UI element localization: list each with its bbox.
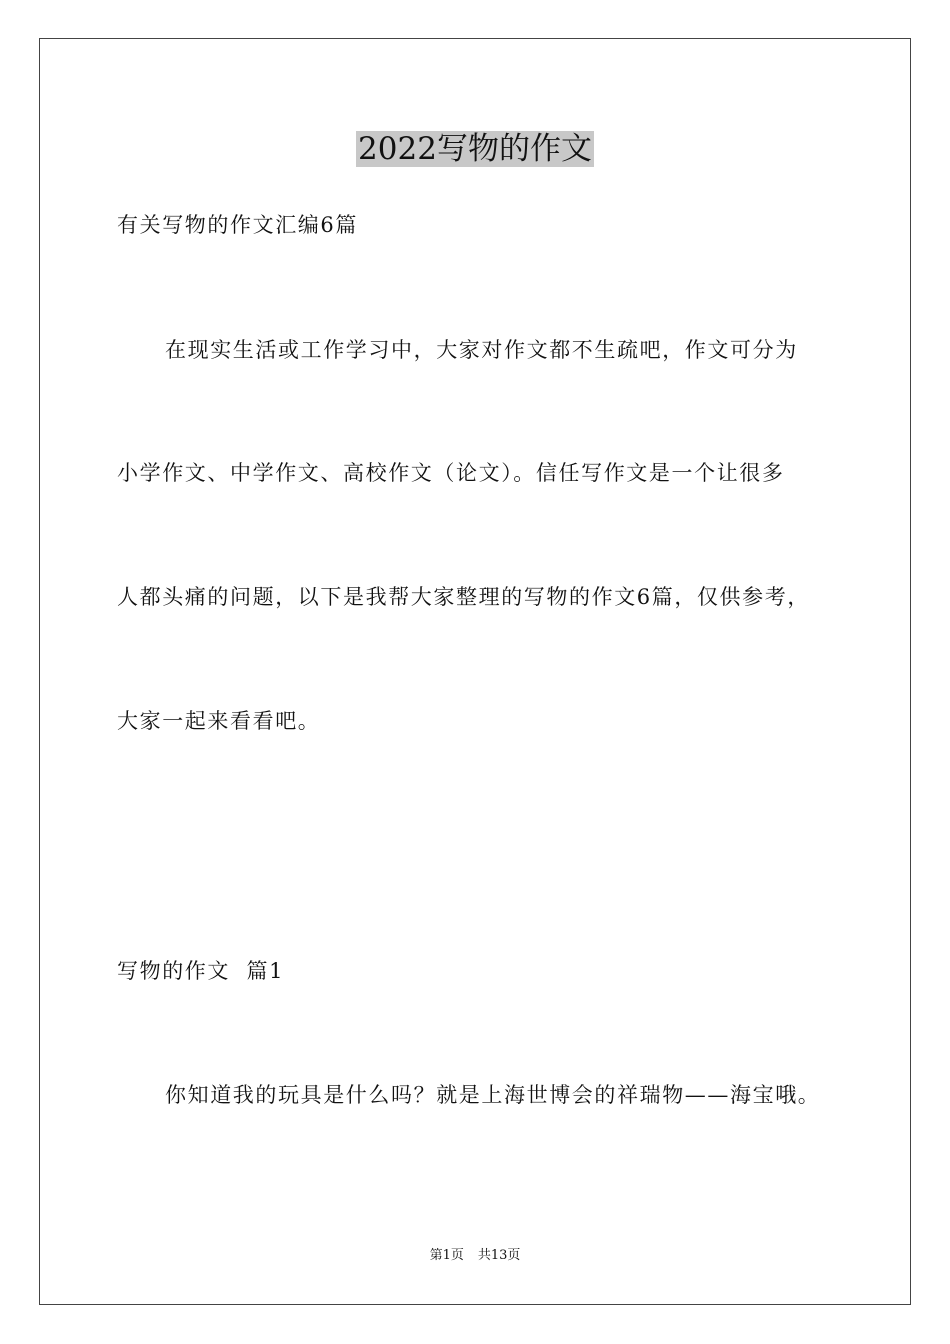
document-title-text: 2022写物的作文 bbox=[358, 131, 592, 167]
intro-line-2: 小学作文、中学作文、高校作文（论文）。信任写作文是一个让很多 bbox=[117, 461, 785, 485]
page-footer bbox=[0, 1247, 950, 1265]
intro-line-1: 在现实生活或工作学习中，大家对作文都不生疏吧，作文可分为 bbox=[165, 338, 798, 362]
document-subtitle: 有关写物的作文汇编6篇 bbox=[117, 213, 358, 237]
footer-page-current: 第1页 bbox=[429, 1248, 464, 1263]
document-title bbox=[0, 128, 950, 170]
intro-line-4: 大家一起来看看吧。 bbox=[117, 709, 321, 733]
footer-page-total: 共13页 bbox=[477, 1248, 521, 1263]
intro-line-3: 人都头痛的问题，以下是我帮大家整理的写物的作文6篇，仅供参考， bbox=[117, 585, 810, 609]
section-heading: 写物的作文 篇1 bbox=[117, 959, 285, 983]
section-line-1: 你知道我的玩具是什么吗？就是上海世博会的祥瑞物——海宝哦。 bbox=[165, 1083, 821, 1107]
